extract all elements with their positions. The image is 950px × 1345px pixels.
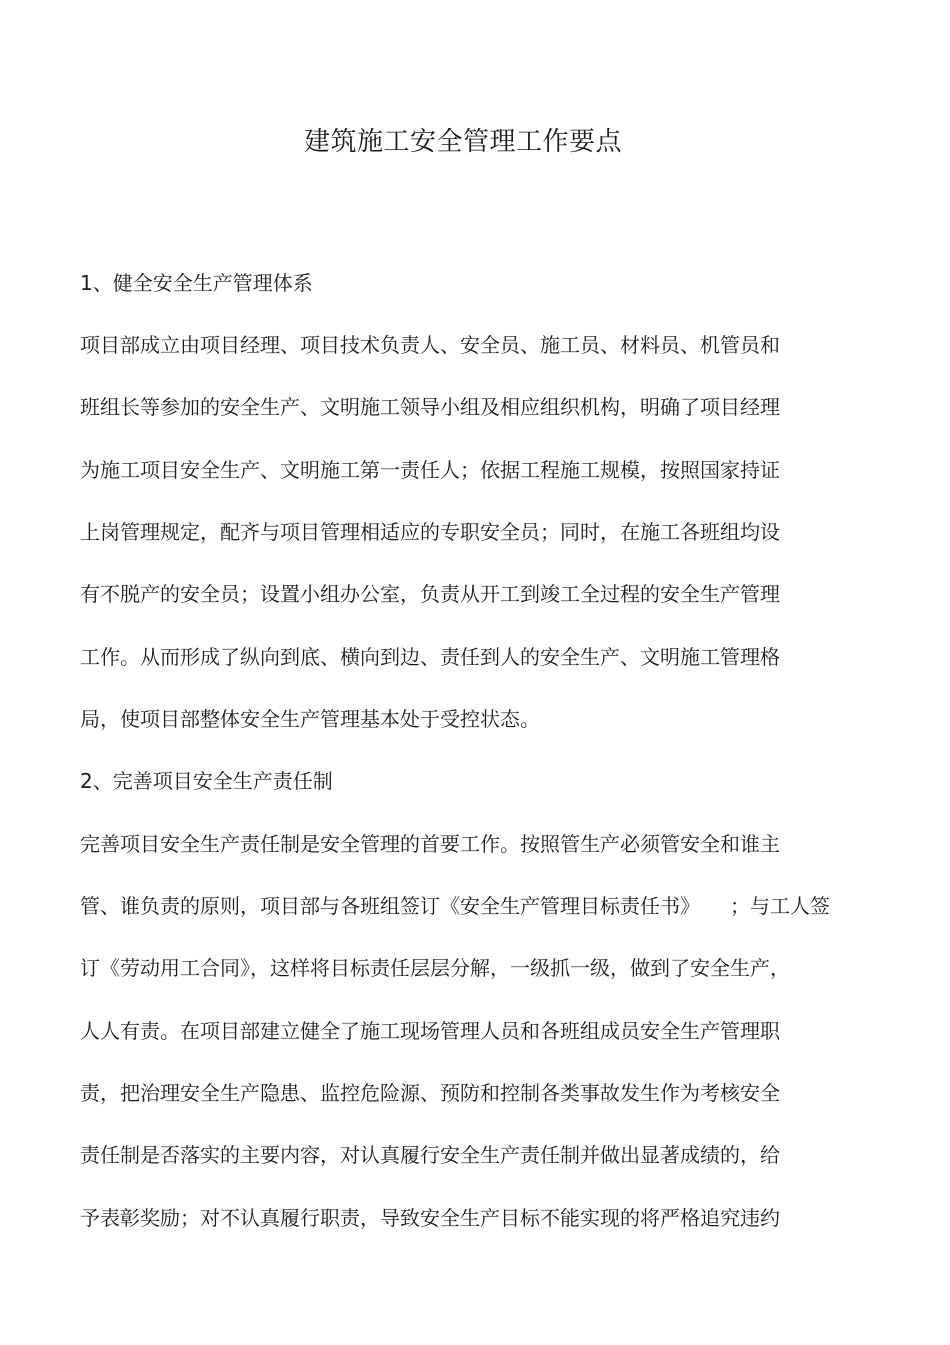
paragraph-line: 为施工项目安全生产、文明施工第一责任人；依据工程施工规模，按照国家持证 bbox=[80, 458, 780, 482]
paragraph-line: 予表彰奖励；对不认真履行职责，导致安全生产目标不能实现的将严格追究违约 bbox=[80, 1206, 780, 1230]
paragraph-line: 责任制是否落实的主要内容，对认真履行安全生产责任制并做出显著成绩的，给 bbox=[80, 1143, 780, 1167]
paragraph-line: 工作。从而形成了纵向到底、横向到边、责任到人的安全生产、文明施工管理格 bbox=[80, 645, 780, 669]
paragraph-line: 上岗管理规定，配齐与项目管理相适应的专职安全员；同时，在施工各班组均设 bbox=[80, 520, 780, 544]
paragraph-line: 责，把治理安全生产隐患、监控危险源、预防和控制各类事故发生作为考核安全 bbox=[80, 1081, 780, 1105]
paragraph-line: 人人有责。在项目部建立健全了施工现场管理人员和各班组成员安全生产管理职 bbox=[80, 1019, 780, 1043]
section-heading-2: 2、完善项目安全生产责任制 bbox=[80, 769, 333, 793]
paragraph-line: 订《劳动用工合同》，这样将目标责任层层分解，一级抓一级，做到了安全生产， bbox=[80, 956, 790, 980]
paragraph-line: 管、谁负责的原则，项目部与各班组签订《安全生产管理目标责任书》 ；与工人签 bbox=[80, 894, 830, 918]
paragraph-line: 有不脱产的安全员；设置小组办公室，负责从开工到竣工全过程的安全生产管理 bbox=[80, 582, 780, 606]
paragraph-line: 完善项目安全生产责任制是安全管理的首要工作。按照管生产必须管安全和谁主 bbox=[80, 832, 780, 856]
document-title: 建筑施工安全管理工作要点 bbox=[303, 127, 622, 157]
paragraph-line: 项目部成立由项目经理、项目技术负责人、安全员、施工员、材料员、机管员和 bbox=[80, 333, 780, 357]
paragraph-line: 局，使项目部整体安全生产管理基本处于受控状态。 bbox=[80, 707, 540, 731]
section-heading-1: 1、健全安全生产管理体系 bbox=[80, 271, 313, 295]
paragraph-line: 班组长等参加的安全生产、文明施工领导小组及相应组织机构，明确了项目经理 bbox=[80, 395, 780, 419]
